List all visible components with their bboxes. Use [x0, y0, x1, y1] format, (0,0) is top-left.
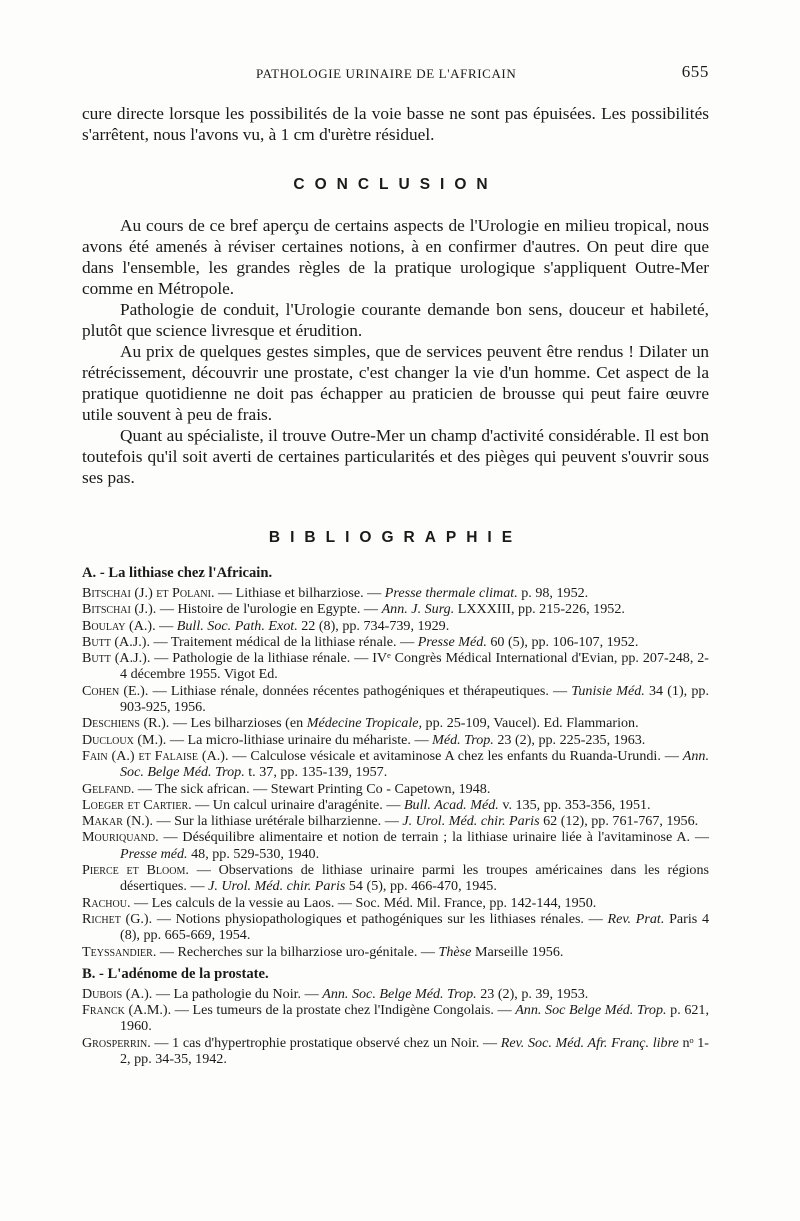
reference-author: Makar (N.). — [82, 813, 154, 830]
reference-details: t. 37, pp. 135-139, 1957. — [244, 764, 388, 781]
conclusion-paragraph: Au prix de quelques gestes simples, que de services peuvent être rendus ! Dilater un rétrécissement, découvrir une prostate, c'est changer la vie d'un homme. Cet aspect de la pratique quotidienne ne doit pas échapper au praticien de brousse qui peut faire œuvre utile souvent à peu de frais. — [82, 342, 709, 424]
reference-journal: Bull. Acad. Méd. — [403, 796, 499, 813]
reference-details: 34 (1), pp. 903-925, 1956. — [120, 682, 709, 716]
reference-text: — Les tumeurs de la prostate chez l'Indigène Congolais. — — [171, 1002, 516, 1019]
reference-text: — 1 cas d'hypertrophie prostatique observé chez un Noir. — — [150, 1034, 501, 1051]
reference-text: — Un calcul urinaire d'aragénite. — — [191, 796, 404, 813]
reference-journal: Bull. Soc. Path. Exot. — [176, 617, 298, 634]
reference-details: 22 (8), pp. 734-739, 1929. — [297, 617, 450, 634]
page — [82, 62, 709, 1067]
reference-journal: J. Urol. Méd. chir. Paris — [402, 813, 540, 830]
reference-details: LXXXIII, pp. 215-226, 1952. — [454, 601, 625, 618]
reference-journal: Ann. Soc. Belge Méd. Trop. — [322, 985, 477, 1002]
conclusion-heading: CONCLUSION — [293, 176, 498, 193]
reference-text: — Histoire de l'urologie en Egypte. — — [156, 601, 382, 618]
reference-author: Mouriquand. — [82, 829, 159, 846]
reference-journal: Tunisie Méd. — [571, 682, 645, 699]
reference-text: — Lithiase rénale, données récentes pathogéniques et thérapeutiques. — — [148, 682, 572, 699]
reference-author: Franck (A.M.). — [82, 1002, 172, 1019]
running-title: PATHOLOGIE URINAIRE DE L'AFRICAIN — [256, 66, 517, 81]
bibliography-entry — [82, 829, 709, 862]
reference-text: — The sick african. — Stewart Printing Co - Capetown, 1948. — [134, 780, 491, 797]
reference-details: pp. 25-109, Vaucel). Ed. Flammarion. — [422, 715, 639, 732]
reference-text: — Les bilharzioses (en — [169, 715, 307, 732]
reference-author: Dubois (A.). — [82, 985, 153, 1002]
reference-details: 48, pp. 529-530, 1940. — [187, 845, 320, 862]
bibliography-entry — [82, 601, 709, 617]
reference-author: Butt (A.J.). — [82, 650, 151, 667]
reference-author: Rachou. — [82, 894, 131, 911]
reference-journal: Presse Méd. — [417, 633, 487, 650]
reference-author: Pierce et Bloom. — [82, 862, 189, 879]
reference-text: — — [155, 617, 177, 634]
reference-text: — Lithiase et bilharziose. — — [214, 585, 385, 601]
reference-journal: Médecine Tropicale, — [306, 715, 423, 732]
reference-details: 23 (2), pp. 225-235, 1963. — [493, 731, 646, 748]
reference-details: p. 621, 1960. — [120, 1002, 709, 1035]
conclusion-paragraph: Quant au spécialiste, il trouve Outre-Mer un champ d'activité considérable. Il est bon toutefois qu'il soit averti de certaines particularités et des pièges qui peuvent s'ouvrir sous ses pas. — [82, 426, 709, 487]
bibliography-entry — [82, 715, 709, 731]
reference-details: v. 135, pp. 353-356, 1951. — [498, 796, 651, 813]
reference-author: Teyssandier. — [82, 943, 157, 960]
reference-text: — Calculose vésicale et avitaminose A chez les enfants du Ruanda-Urundi. — — [228, 747, 683, 764]
reference-author: Cohen (E.). — [82, 682, 149, 699]
conclusion-paragraph: Au cours de ce bref aperçu de certains aspects de l'Urologie en milieu tropical, nous avons été amenés à réviser certaines notions, à en confirmer d'autres. On peut dire que dans l'ensemble, les grandes règles de la pratique urologique s'appliquent Outre-Mer comme en Métropole. — [82, 216, 709, 298]
reference-author: Boulay (A.). — [82, 617, 156, 634]
running-header — [82, 62, 709, 86]
page-number: 655 — [681, 62, 709, 81]
conclusion-paragraph: Pathologie de conduit, l'Urologie courante demande bon sens, douceur et habileté, plutôt que science livresque et érudition. — [82, 300, 709, 340]
bibliography-entry — [82, 748, 709, 781]
bibliography-entry — [82, 585, 709, 601]
reference-text: — Traitement médical de la lithiase rénale. — — [149, 633, 418, 650]
reference-details: Paris 4 (8), pp. 665-669, 1954. — [120, 910, 710, 944]
bibliography-section-b — [82, 986, 709, 1067]
reference-author: Fain (A.) et Falaise (A.). — [82, 747, 229, 764]
reference-text: — Notions physiopathologiques et pathogéniques sur les lithiases rénales. — — [152, 910, 608, 927]
reference-journal: J. Urol. Méd. chir. Paris — [208, 878, 346, 895]
conclusion-body — [82, 215, 709, 488]
bibliography-entry — [82, 1002, 709, 1035]
reference-details: Marseille 1956. — [471, 943, 564, 960]
reference-journal: Méd. Trop. — [432, 731, 494, 748]
reference-details: 62 (12), pp. 761-767, 1956. — [539, 813, 699, 830]
reference-details: 54 (5), pp. 466-470, 1945. — [345, 878, 497, 895]
bibliography-entry — [82, 895, 709, 911]
reference-author: Butt (A.J.). — [82, 633, 150, 650]
bibliography-entry — [82, 683, 709, 716]
reference-author: Grosperrin. — [82, 1034, 151, 1051]
bibliography-entry — [82, 813, 709, 829]
bibliography-entry — [82, 986, 709, 1002]
bibliography-entry — [82, 862, 709, 895]
reference-details: p. 98, 1952. — [517, 585, 589, 601]
bibliography-entry — [82, 911, 709, 944]
bibliography-section-a — [82, 585, 709, 960]
reference-journal: Presse méd. — [120, 845, 188, 862]
reference-author: Gelfand. — [82, 780, 135, 797]
bibliography-entry — [82, 797, 709, 813]
reference-author: Bitschai (J.). — [82, 601, 157, 618]
reference-author: Ducloux (M.). — [82, 731, 167, 748]
bibliography-section-a-title: A. - La lithiase chez l'Africain. — [82, 565, 273, 581]
bibliography-entry — [82, 650, 709, 683]
intro-paragraph: cure directe lorsque les possibilités de la voie basse ne sont pas épuisées. Les possibilités s'arrêtent, nous l'avons vu, à 1 cm d'urètre résiduel. — [82, 104, 709, 144]
bibliography-section-b-title: B. - L'adénome de la prostate. — [82, 965, 269, 982]
reference-author: Bitschai (J.) et Polani. — [82, 585, 215, 601]
reference-text: — Recherches sur la bilharziose uro-génitale. — — [156, 943, 439, 960]
reference-details: nᵒ 1-2, pp. 34-35, 1942. — [120, 1034, 709, 1068]
reference-text: — Pathologie de la lithiase rénale. — IVᵉ Congrès Médical International d'Evian, pp. 207-248, 2-4 décembre 1955. Vigot Ed. — [120, 650, 709, 683]
reference-details: 60 (5), pp. 106-107, 1952. — [486, 633, 639, 650]
reference-journal: Thèse — [438, 943, 472, 960]
reference-journal: Rev. Prat. — [607, 910, 665, 927]
bibliography-entry — [82, 944, 709, 960]
reference-author: Richet (G.). — [82, 910, 153, 927]
reference-journal: Rev. Soc. Méd. Afr. Franç. libre — [500, 1034, 679, 1051]
bibliography-entry — [82, 1035, 709, 1068]
reference-text: — Observations de lithiase urinaire parmi les troupes américaines dans les régions désertiques. — — [120, 862, 710, 895]
reference-text: — Déséquilibre alimentaire et notion de terrain ; la lithiase urinaire liée à l'avitaminose A. — — [158, 829, 709, 846]
bibliography-entry — [82, 732, 709, 748]
reference-journal: Presse thermale climat. — [384, 585, 518, 601]
reference-journal: Ann. Soc. Belge Méd. Trop. — [120, 747, 709, 781]
reference-author: Deschiens (R.). — [82, 715, 170, 732]
reference-journal: Ann. J. Surg. — [381, 601, 455, 618]
reference-journal: Ann. Soc Belge Méd. Trop. — [515, 1002, 667, 1019]
bibliography-entry — [82, 634, 709, 650]
bibliography-entry — [82, 781, 709, 797]
reference-details: 23 (2), p. 39, 1953. — [476, 985, 589, 1002]
reference-text: — Les calculs de la vessie au Laos. — Soc. Méd. Mil. France, pp. 142-144, 1950. — [130, 894, 597, 911]
reference-text: — La pathologie du Noir. — — [152, 985, 323, 1002]
bibliography-heading: BIBLIOGRAPHIE — [268, 529, 523, 546]
reference-author: Loeger et Cartier. — [82, 796, 192, 813]
reference-text: — La micro-lithiase urinaire du méhariste. — — [166, 731, 433, 748]
reference-text: — Sur la lithiase urétérale bilharzienne. — — [153, 813, 403, 830]
bibliography-entry — [82, 618, 709, 634]
